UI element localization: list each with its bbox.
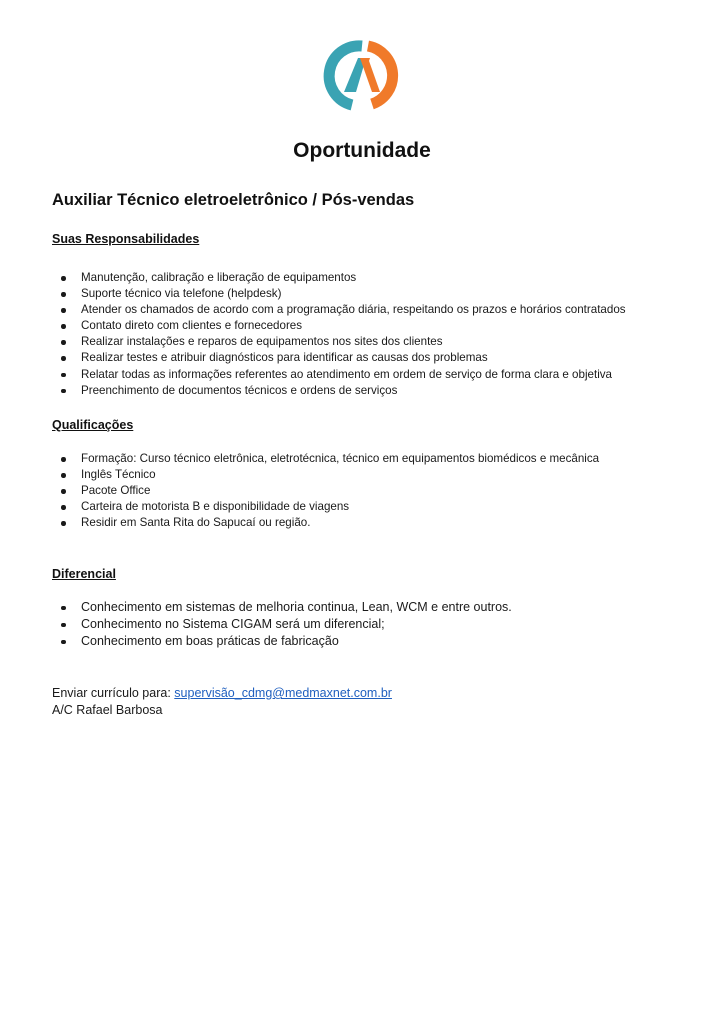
qualifications-list [52,451,599,531]
list-item: Conhecimento em boas práticas de fabricação [52,633,512,650]
list-item: Relatar todas as informações referentes ao atendimento em ordem de serviço de forma clara e objetiva [52,367,626,383]
page-title: Oportunidade [293,139,431,162]
list-item: Preenchimento de documentos técnicos e ordens de serviços [52,383,626,399]
list-item: Conhecimento no Sistema CIGAM será um diferencial; [52,616,512,633]
company-logo [300,8,420,128]
contact-label: Enviar currículo para: [52,686,171,700]
job-title: Auxiliar Técnico eletroeletrônico / Pós-vendas [52,191,415,209]
company-logo-icon [300,8,420,128]
list-item: Suporte técnico via telefone (helpdesk) [52,286,626,302]
list-item: Pacote Office [52,483,599,499]
qualifications-heading: Qualificações [52,418,134,432]
list-item: Atender os chamados de acordo com a programação diária, respeitando os prazos e horários contratados [52,302,626,318]
responsibilities-heading: Suas Responsabilidades [52,232,200,246]
list-item: Inglês Técnico [52,467,599,483]
list-item: Conhecimento em sistemas de melhoria continua, Lean, WCM e entre outros. [52,599,512,616]
responsibilities-list [52,270,626,399]
list-item: Formação: Curso técnico eletrônica, eletrotécnica, técnico em equipamentos biomédicos e mecânica [52,451,599,467]
contact-line [52,685,392,702]
list-item: Carteira de motorista B e disponibilidade de viagens [52,499,599,515]
list-item: Realizar testes e atribuir diagnósticos para identificar as causas dos problemas [52,350,626,366]
contact-block [52,685,392,719]
email-link[interactable]: supervisão_cdmg@medmaxnet.com.br [174,686,392,700]
differential-heading: Diferencial [52,567,116,581]
list-item: Contato direto com clientes e fornecedores [52,318,626,334]
list-item: Manutenção, calibração e liberação de equipamentos [52,270,626,286]
list-item: Realizar instalações e reparos de equipamentos nos sites dos clientes [52,334,626,350]
list-item: Residir em Santa Rita do Sapucaí ou região. [52,515,599,531]
attention-line: A/C Rafael Barbosa [52,703,163,717]
differential-list [52,599,512,650]
